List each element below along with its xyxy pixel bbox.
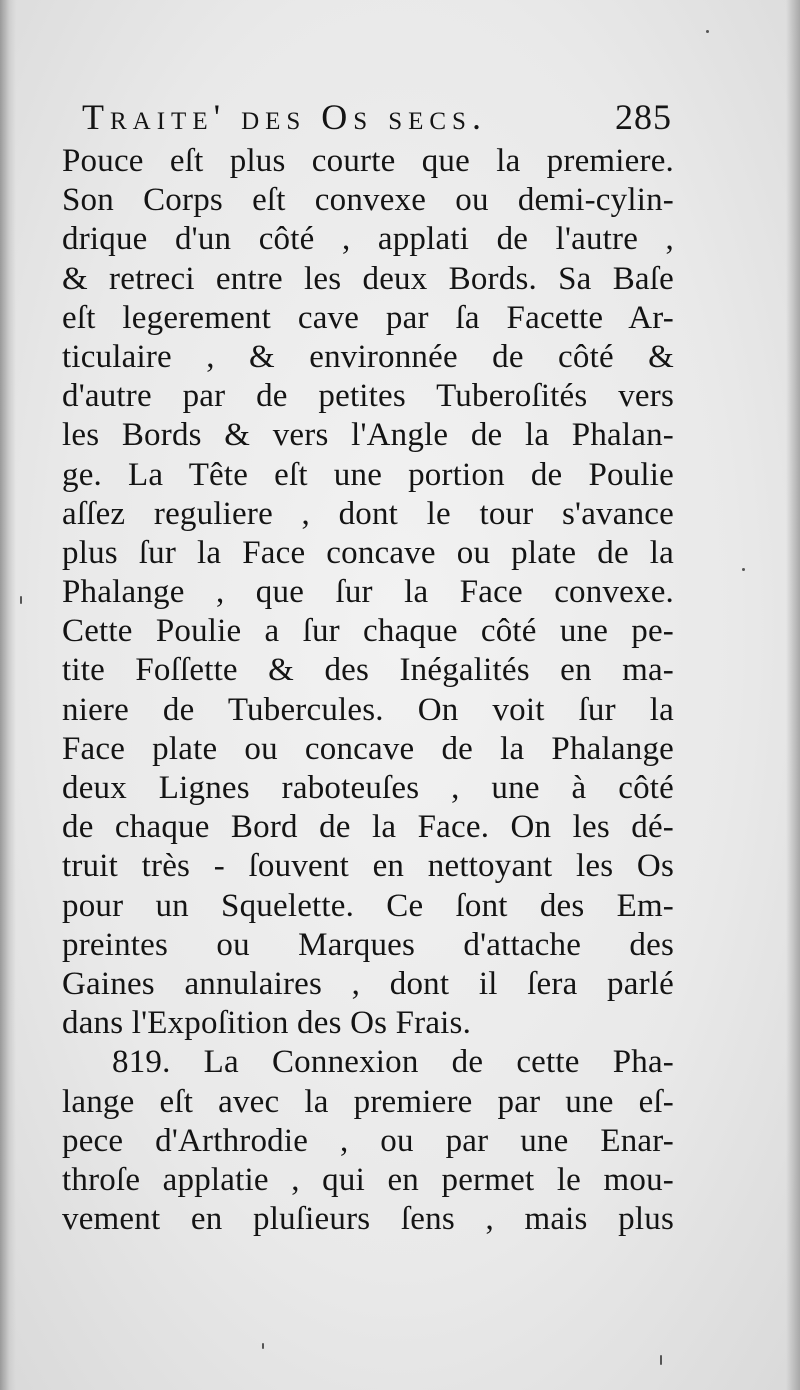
text-line: & retreci entre les deux Bords. Sa Baſe: [62, 260, 674, 297]
text-line: ticulaire , & environnée de côté &: [62, 338, 674, 375]
text-line: drique d'un côté , applati de l'autre ,: [62, 221, 674, 258]
paragraph-end-line: dans l'Expoſition des Os Frais.: [62, 1005, 472, 1042]
page-edge-shadow-right: [786, 0, 800, 1390]
text-line: preintes ou Marques d'attache des: [62, 926, 674, 963]
text-line: Cette Poulie a ſur chaque côté une pe-: [62, 613, 674, 650]
text-line: aſſez reguliere , dont le tour s'avance: [62, 495, 674, 532]
text-line: vement en pluſieurs ſens , mais plus: [62, 1201, 674, 1238]
text-line: Phalange , que ſur la Face convexe.: [62, 574, 674, 611]
running-head-title: Traite' des Os secs.: [82, 97, 487, 137]
text-line: les Bords & vers l'Angle de la Phalan-: [62, 417, 674, 454]
text-line: pour un Squelette. Ce ſont des Em-: [62, 887, 674, 924]
text-line: niere de Tubercules. On voit ſur la: [62, 691, 674, 728]
page-number: 285: [615, 97, 672, 137]
text-line: truit très - ſouvent en nettoyant les Os: [62, 848, 674, 885]
text-line: Son Corps eſt convexe ou demi-cylin-: [62, 182, 674, 219]
text-line: Gaines annulaires , dont il ſera parlé: [62, 965, 674, 1002]
paper-speck: [262, 1343, 264, 1349]
text-line: eſt legerement cave par ſa Facette Ar-: [62, 299, 674, 336]
page-edge-shadow-left: [0, 0, 16, 1390]
paragraph-start-line: 819. La Connexion de cette Pha-: [112, 1044, 674, 1081]
paper-speck: [742, 568, 745, 571]
text-line: d'autre par de petites Tuberoſités vers: [62, 378, 674, 415]
text-line: pece d'Arthrodie , ou par une Enar-: [62, 1122, 674, 1159]
text-line: Pouce eſt plus courte que la premiere.: [62, 143, 674, 179]
text-line: throſe applatie , qui en permet le mou-: [62, 1161, 674, 1198]
text-line: plus ſur la Face concave ou plate de la: [62, 534, 674, 571]
text-line: deux Lignes raboteuſes , une à côté: [62, 770, 674, 806]
body-text: [62, 142, 674, 1239]
text-line: lange eſt avec la premiere par une eſ-: [62, 1083, 674, 1120]
paper-speck: [706, 30, 709, 33]
running-head: [82, 96, 672, 146]
text-line: Face plate ou concave de la Phalange: [62, 730, 674, 767]
text-line: de chaque Bord de la Face. On les dé-: [62, 809, 674, 846]
text-line: ge. La Tête eſt une portion de Poulie: [62, 456, 674, 493]
paper-speck: [660, 1355, 662, 1365]
paper-speck: [20, 596, 22, 604]
text-line: tite Foſſette & des Inégalités en ma-: [62, 652, 674, 689]
